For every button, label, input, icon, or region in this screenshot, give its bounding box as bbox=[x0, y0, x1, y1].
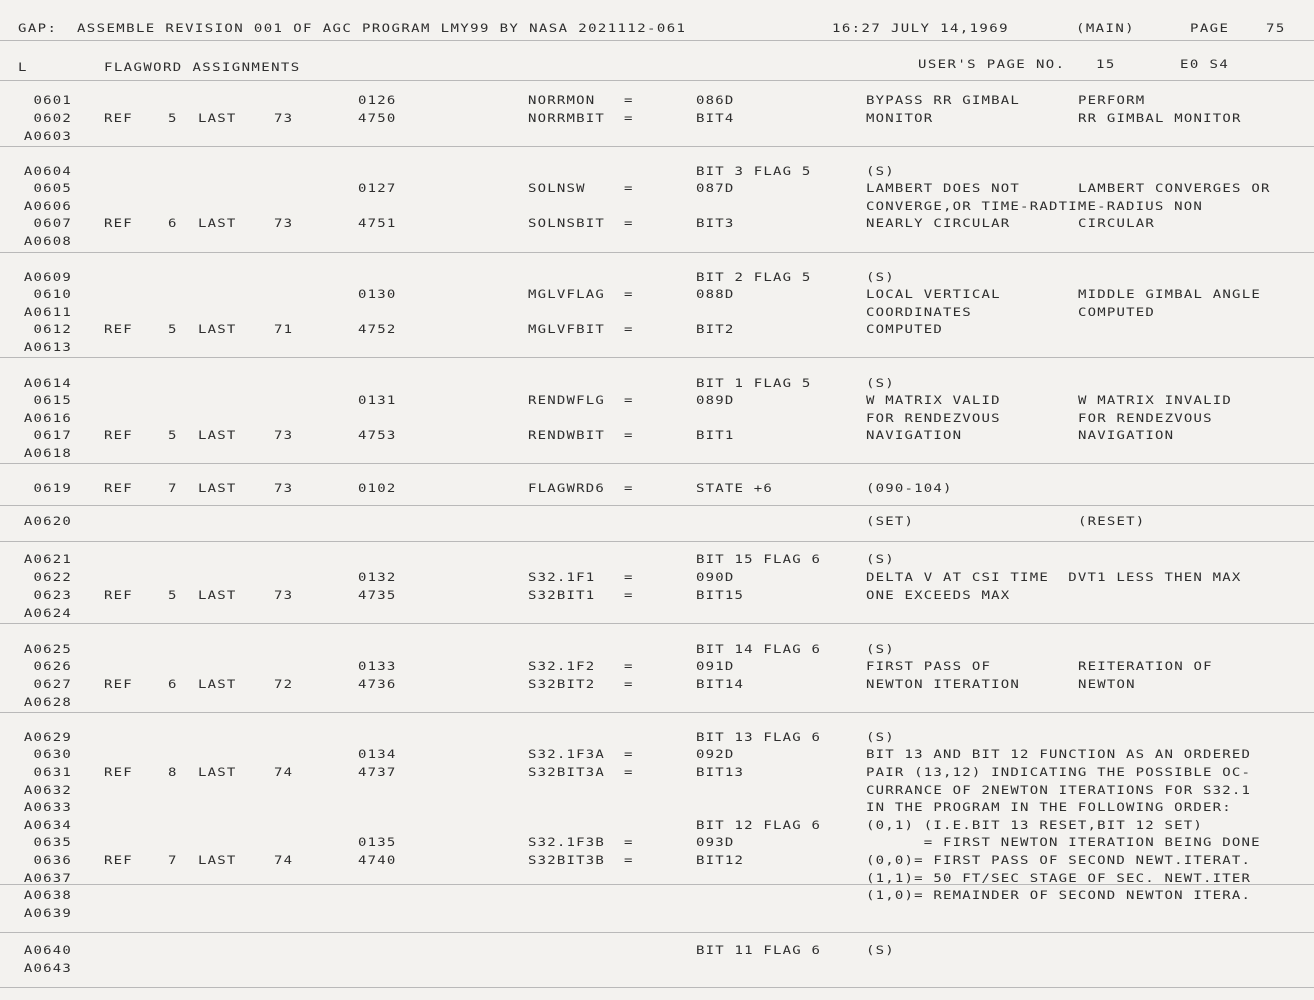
listing-c2: FOR RENDEZVOUS bbox=[1078, 412, 1213, 426]
listing-num: A0625 bbox=[23, 643, 72, 657]
listing-refno: 5 bbox=[168, 112, 178, 126]
listing-lastno: 73 bbox=[274, 112, 294, 126]
listing-value: BIT 1 FLAG 5 bbox=[696, 377, 812, 391]
listing-last: LAST bbox=[198, 323, 237, 337]
listing-num: 0619 bbox=[33, 482, 72, 496]
listing-c2: COMPUTED bbox=[1078, 306, 1156, 320]
listing-c1: CURRANCE OF 2NEWTON ITERATIONS FOR S32.1 bbox=[866, 784, 1252, 798]
listing-c1: MONITOR bbox=[866, 112, 934, 126]
form-rule-line bbox=[0, 357, 1314, 358]
header-title: FLAGWORD ASSIGNMENTS bbox=[104, 61, 301, 75]
listing-num: A0638 bbox=[23, 889, 72, 903]
listing-addr: 0102 bbox=[358, 482, 397, 496]
listing-num: 0605 bbox=[33, 182, 72, 196]
listing-c2: NEWTON bbox=[1078, 678, 1136, 692]
form-rule-line bbox=[0, 252, 1314, 253]
listing-ref: REF bbox=[104, 854, 133, 868]
listing-value: BIT 3 FLAG 5 bbox=[696, 165, 812, 179]
listing-num: A0604 bbox=[23, 165, 72, 179]
listing-c1: (S) bbox=[866, 731, 895, 745]
listing-c1: IN THE PROGRAM IN THE FOLLOWING ORDER: bbox=[866, 801, 1232, 815]
listing-num: 0612 bbox=[33, 323, 72, 337]
listing-c1: FOR RENDEZVOUS bbox=[866, 412, 1001, 426]
listing-op: = bbox=[624, 660, 634, 674]
listing-num: 0635 bbox=[33, 836, 72, 850]
listing-c1: = FIRST NEWTON ITERATION BEING DONE bbox=[866, 836, 1261, 850]
listing-refno: 7 bbox=[168, 482, 178, 496]
listing-symbol: S32BIT2 bbox=[528, 678, 596, 692]
listing-op: = bbox=[624, 836, 634, 850]
listing-c2: RR GIMBAL MONITOR bbox=[1078, 112, 1242, 126]
header-user-page-number: 15 bbox=[1096, 58, 1116, 72]
listing-num: A0603 bbox=[23, 130, 72, 144]
listing-num: 0631 bbox=[33, 766, 72, 780]
listing-num: A0614 bbox=[23, 377, 72, 391]
listing-lastno: 71 bbox=[274, 323, 294, 337]
listing-ref: REF bbox=[104, 323, 133, 337]
header-user-page-label: USER'S PAGE NO. bbox=[918, 58, 1066, 72]
listing-refno: 7 bbox=[168, 854, 178, 868]
listing-num: A0633 bbox=[23, 801, 72, 815]
listing-num: 0617 bbox=[33, 429, 72, 443]
listing-c2: NAVIGATION bbox=[1078, 429, 1175, 443]
header-page-label: PAGE bbox=[1190, 22, 1230, 36]
listing-value: BIT14 bbox=[696, 678, 745, 692]
header-program: GAP: ASSEMBLE REVISION 001 OF AGC PROGRAM LMY99 BY NASA 2021112-061 bbox=[18, 22, 687, 36]
listing-symbol: NORRMBIT bbox=[528, 112, 606, 126]
listing-refno: 5 bbox=[168, 429, 178, 443]
listing-last: LAST bbox=[198, 678, 237, 692]
listing-symbol: SOLNSBIT bbox=[528, 217, 606, 231]
listing-addr: 0131 bbox=[358, 394, 397, 408]
listing-symbol: SOLNSW bbox=[528, 182, 586, 196]
header-datetime: 16:27 JULY 14,1969 bbox=[832, 22, 1009, 36]
listing-last: LAST bbox=[198, 429, 237, 443]
listing-c1: COORDINATES bbox=[866, 306, 972, 320]
listing-c1: LOCAL VERTICAL bbox=[866, 288, 1001, 302]
listing-value: BIT 11 FLAG 6 bbox=[696, 944, 822, 958]
listing-c1: ONE EXCEEDS MAX bbox=[866, 589, 1011, 603]
listing-c1: NEARLY CIRCULAR bbox=[866, 217, 1011, 231]
listing-c2: REITERATION OF bbox=[1078, 660, 1213, 674]
listing-op: = bbox=[624, 678, 634, 692]
form-rule-line bbox=[0, 932, 1314, 933]
listing-c1: BYPASS RR GIMBAL bbox=[866, 94, 1021, 108]
listing-value: 091D bbox=[696, 660, 735, 674]
listing-addr: 4752 bbox=[358, 323, 397, 337]
listing-num: A0639 bbox=[23, 907, 72, 921]
listing-value: 093D bbox=[696, 836, 735, 850]
listing-symbol: S32.1F1 bbox=[528, 571, 596, 585]
listing-symbol: RENDWFLG bbox=[528, 394, 606, 408]
listing-c1: (S) bbox=[866, 165, 895, 179]
listing-c1: (1,1)= 50 FT/SEC STAGE OF SEC. NEWT.ITER bbox=[866, 872, 1252, 886]
listing-c2: LAMBERT CONVERGES OR bbox=[1078, 182, 1271, 196]
header-type-letter: L bbox=[18, 61, 28, 75]
listing-symbol: RENDWBIT bbox=[528, 429, 606, 443]
listing-op: = bbox=[624, 182, 634, 196]
listing-addr: 4740 bbox=[358, 854, 397, 868]
listing-symbol: MGLVFLAG bbox=[528, 288, 606, 302]
listing-symbol: MGLVFBIT bbox=[528, 323, 606, 337]
listing-num: A0611 bbox=[23, 306, 72, 320]
listing-value: BIT 15 FLAG 6 bbox=[696, 553, 822, 567]
listing-op: = bbox=[624, 429, 634, 443]
form-rule-line bbox=[0, 623, 1314, 624]
listing-ref: REF bbox=[104, 112, 133, 126]
form-rule-line bbox=[0, 987, 1314, 988]
listing-c1: (S) bbox=[866, 643, 895, 657]
listing-ref: REF bbox=[104, 217, 133, 231]
listing-addr: 4737 bbox=[358, 766, 397, 780]
listing-num: 0602 bbox=[33, 112, 72, 126]
listing-num: A0629 bbox=[23, 731, 72, 745]
listing-c1: (S) bbox=[866, 377, 895, 391]
form-rule-line bbox=[0, 712, 1314, 713]
listing-num: A0624 bbox=[23, 607, 72, 621]
listing-num: A0620 bbox=[23, 515, 72, 529]
listing-num: A0632 bbox=[23, 784, 72, 798]
listing-symbol: S32.1F2 bbox=[528, 660, 596, 674]
listing-c2: CIRCULAR bbox=[1078, 217, 1156, 231]
listing-value: BIT2 bbox=[696, 323, 735, 337]
listing-c2: (RESET) bbox=[1078, 515, 1146, 529]
listing-last: LAST bbox=[198, 482, 237, 496]
listing-c1: (090-104) bbox=[866, 482, 953, 496]
listing-c1: (S) bbox=[866, 553, 895, 567]
listing-addr: 0134 bbox=[358, 748, 397, 762]
listing-addr: 0126 bbox=[358, 94, 397, 108]
listing-c1: FIRST PASS OF bbox=[866, 660, 992, 674]
listing-lastno: 73 bbox=[274, 429, 294, 443]
listing-ref: REF bbox=[104, 678, 133, 692]
header-section: (MAIN) bbox=[1076, 22, 1135, 36]
listing-op: = bbox=[624, 589, 634, 603]
listing-last: LAST bbox=[198, 854, 237, 868]
listing-lastno: 74 bbox=[274, 854, 294, 868]
listing-addr: 4751 bbox=[358, 217, 397, 231]
listing-num: A0621 bbox=[23, 553, 72, 567]
form-rule-line bbox=[0, 541, 1314, 542]
listing-c2: W MATRIX INVALID bbox=[1078, 394, 1233, 408]
listing-num: 0623 bbox=[33, 589, 72, 603]
listing-num: A0637 bbox=[23, 872, 72, 886]
listing-last: LAST bbox=[198, 589, 237, 603]
listing-addr: 4750 bbox=[358, 112, 397, 126]
listing-addr: 0135 bbox=[358, 836, 397, 850]
listing-value: BIT4 bbox=[696, 112, 735, 126]
listing-addr: 0127 bbox=[358, 182, 397, 196]
listing-ref: REF bbox=[104, 482, 133, 496]
listing-symbol: S32.1F3A bbox=[528, 748, 606, 762]
header-ref-code: E0 S4 bbox=[1180, 58, 1230, 72]
listing-c1: BIT 13 AND BIT 12 FUNCTION AS AN ORDERED bbox=[866, 748, 1252, 762]
listing-op: = bbox=[624, 112, 634, 126]
listing-addr: 4735 bbox=[358, 589, 397, 603]
listing-addr: 4753 bbox=[358, 429, 397, 443]
listing-value: 090D bbox=[696, 571, 735, 585]
listing-c1: W MATRIX VALID bbox=[866, 394, 1001, 408]
listing-value: BIT15 bbox=[696, 589, 745, 603]
listing-num: 0627 bbox=[33, 678, 72, 692]
listing-refno: 5 bbox=[168, 323, 178, 337]
listing-c1: LAMBERT DOES NOT bbox=[866, 182, 1021, 196]
listing-num: 0626 bbox=[33, 660, 72, 674]
listing-c1: (0,0)= FIRST PASS OF SECOND NEWT.ITERAT. bbox=[866, 854, 1252, 868]
listing-lastno: 72 bbox=[274, 678, 294, 692]
listing-last: LAST bbox=[198, 766, 237, 780]
listing-c1: (0,1) (I.E.BIT 13 RESET,BIT 12 SET) bbox=[866, 819, 1204, 833]
listing-addr: 0132 bbox=[358, 571, 397, 585]
listing-symbol: S32BIT3A bbox=[528, 766, 606, 780]
listing-refno: 6 bbox=[168, 678, 178, 692]
listing-value: BIT 2 FLAG 5 bbox=[696, 271, 812, 285]
listing-lastno: 74 bbox=[274, 766, 294, 780]
listing-c2: PERFORM bbox=[1078, 94, 1146, 108]
listing-c1: DELTA V AT CSI TIME DVT1 LESS THEN MAX bbox=[866, 571, 1242, 585]
listing-num: 0607 bbox=[33, 217, 72, 231]
form-rule-line bbox=[0, 40, 1314, 41]
listing-ref: REF bbox=[104, 589, 133, 603]
listing-op: = bbox=[624, 766, 634, 780]
listing-op: = bbox=[624, 854, 634, 868]
listing-symbol: S32BIT1 bbox=[528, 589, 596, 603]
listing-num: A0608 bbox=[23, 235, 72, 249]
form-rule-line bbox=[0, 463, 1314, 464]
listing-refno: 6 bbox=[168, 217, 178, 231]
listing-lastno: 73 bbox=[274, 217, 294, 231]
listing-num: A0634 bbox=[23, 819, 72, 833]
listing-op: = bbox=[624, 571, 634, 585]
listing-c1: COMPUTED bbox=[866, 323, 944, 337]
listing-symbol: S32BIT3B bbox=[528, 854, 606, 868]
listing-num: A0609 bbox=[23, 271, 72, 285]
header-page-number: 75 bbox=[1266, 22, 1286, 36]
listing-value: BIT13 bbox=[696, 766, 745, 780]
listing-num: 0636 bbox=[33, 854, 72, 868]
listing-symbol: FLAGWRD6 bbox=[528, 482, 606, 496]
listing-last: LAST bbox=[198, 112, 237, 126]
listing-num: 0601 bbox=[33, 94, 72, 108]
listing-c1: (S) bbox=[866, 271, 895, 285]
listing-op: = bbox=[624, 94, 634, 108]
listing-op: = bbox=[624, 217, 634, 231]
listing-refno: 5 bbox=[168, 589, 178, 603]
listing-value: 089D bbox=[696, 394, 735, 408]
listing-op: = bbox=[624, 323, 634, 337]
listing-ref: REF bbox=[104, 429, 133, 443]
listing-value: 086D bbox=[696, 94, 735, 108]
listing-refno: 8 bbox=[168, 766, 178, 780]
listing-last: LAST bbox=[198, 217, 237, 231]
form-rule-line bbox=[0, 80, 1314, 81]
listing-c1: PAIR (13,12) INDICATING THE POSSIBLE OC- bbox=[866, 766, 1252, 780]
listing-addr: 4736 bbox=[358, 678, 397, 692]
listing-value: BIT 14 FLAG 6 bbox=[696, 643, 822, 657]
listing-num: 0630 bbox=[33, 748, 72, 762]
listing-value: BIT12 bbox=[696, 854, 745, 868]
listing-value: 087D bbox=[696, 182, 735, 196]
listing-c1: (S) bbox=[866, 944, 895, 958]
listing-num: 0615 bbox=[33, 394, 72, 408]
listing-op: = bbox=[624, 394, 634, 408]
listing-op: = bbox=[624, 288, 634, 302]
listing-value: STATE +6 bbox=[696, 482, 774, 496]
listing-symbol: S32.1F3B bbox=[528, 836, 606, 850]
listing-value: BIT 12 FLAG 6 bbox=[696, 819, 822, 833]
listing-num: A0618 bbox=[23, 447, 72, 461]
listing-ref: REF bbox=[104, 766, 133, 780]
form-rule-line bbox=[0, 146, 1314, 147]
listing-op: = bbox=[624, 748, 634, 762]
listing-num: A0616 bbox=[23, 412, 72, 426]
listing-lastno: 73 bbox=[274, 482, 294, 496]
listing-num: 0610 bbox=[33, 288, 72, 302]
listing-value: 088D bbox=[696, 288, 735, 302]
listing-c1: (1,0)= REMAINDER OF SECOND NEWTON ITERA. bbox=[866, 889, 1252, 903]
listing-num: 0622 bbox=[33, 571, 72, 585]
listing-c1: CONVERGE,OR TIME-RADTIME-RADIUS NON bbox=[866, 200, 1204, 214]
listing-c1: (SET) bbox=[866, 515, 915, 529]
listing-c1: NEWTON ITERATION bbox=[866, 678, 1021, 692]
listing-value: 092D bbox=[696, 748, 735, 762]
listing-num: A0606 bbox=[23, 200, 72, 214]
listing-num: A0628 bbox=[23, 696, 72, 710]
listing-value: BIT3 bbox=[696, 217, 735, 231]
listing-c2: MIDDLE GIMBAL ANGLE bbox=[1078, 288, 1261, 302]
listing-op: = bbox=[624, 482, 634, 496]
form-rule-line bbox=[0, 505, 1314, 506]
listing-value: BIT 13 FLAG 6 bbox=[696, 731, 822, 745]
listing-value: BIT1 bbox=[696, 429, 735, 443]
listing-addr: 0130 bbox=[358, 288, 397, 302]
listing-c1: NAVIGATION bbox=[866, 429, 963, 443]
listing-lastno: 73 bbox=[274, 589, 294, 603]
listing-num: A0643 bbox=[23, 962, 72, 976]
listing-num: A0640 bbox=[23, 944, 72, 958]
listing-addr: 0133 bbox=[358, 660, 397, 674]
listing-num: A0613 bbox=[23, 341, 72, 355]
listing-symbol: NORRMON bbox=[528, 94, 596, 108]
